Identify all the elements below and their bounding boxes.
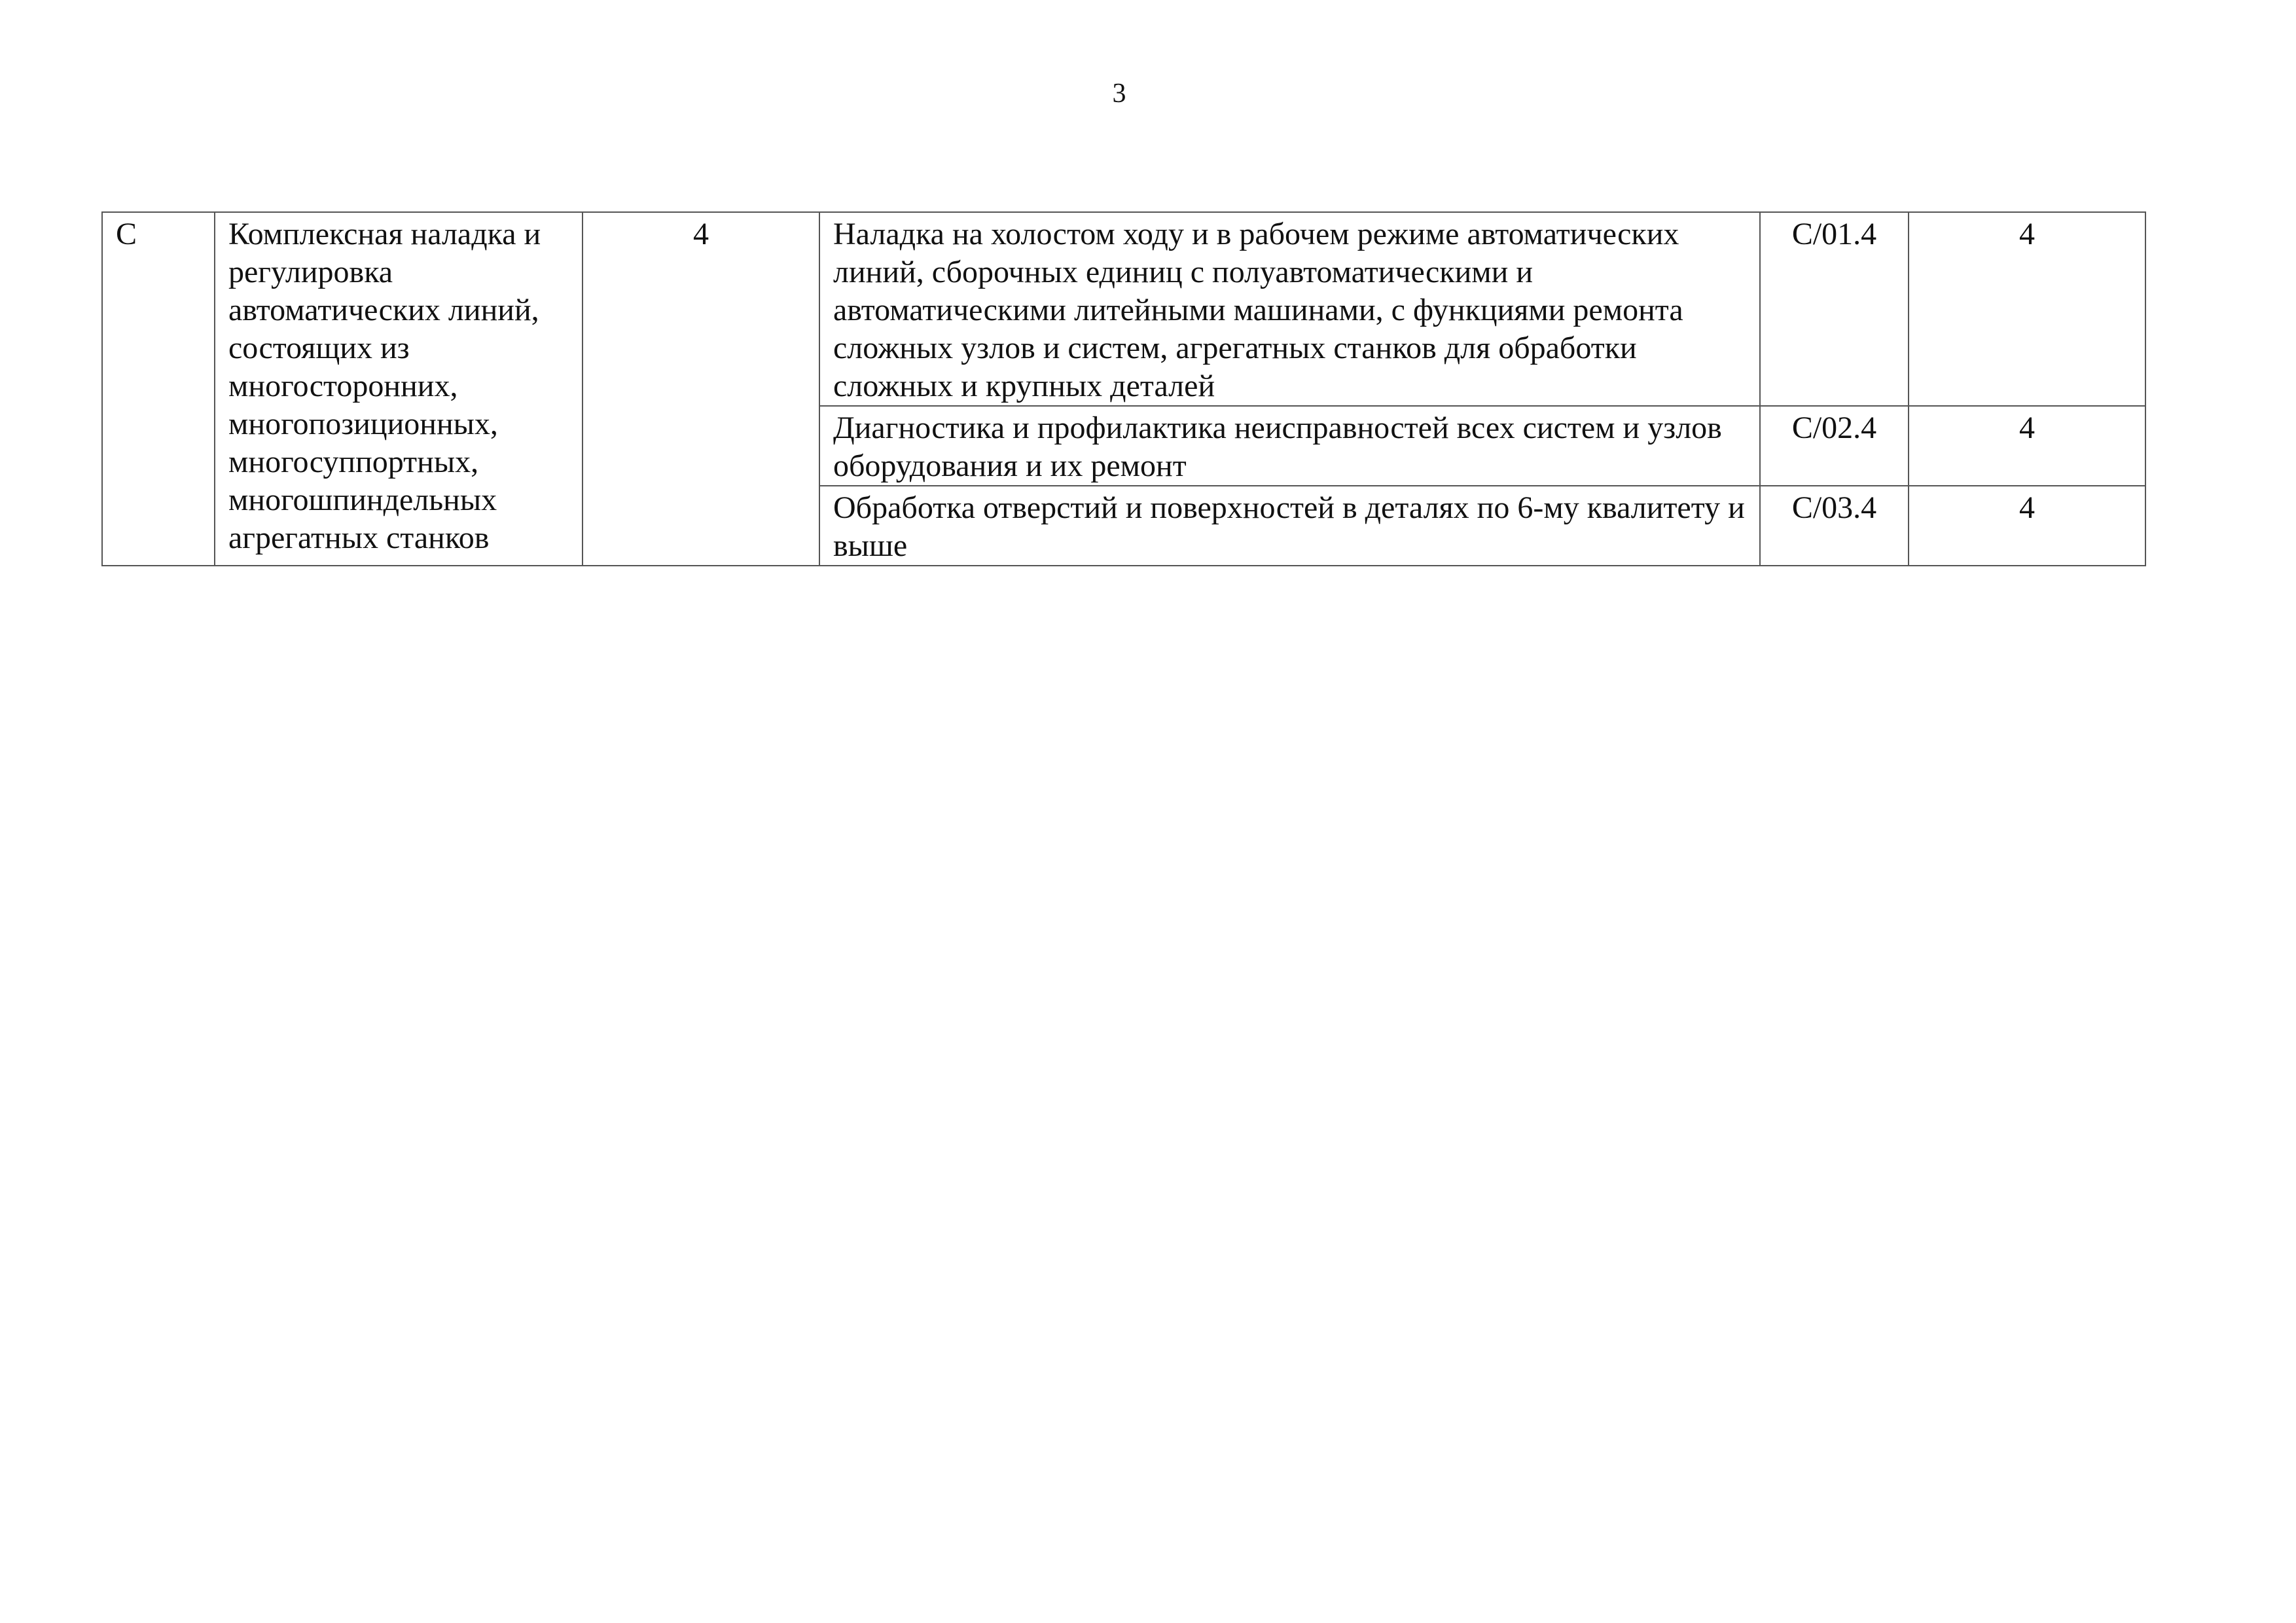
functions-table <box>101 211 2146 566</box>
labor-function-level: 4 <box>1909 406 2145 486</box>
labor-function-name: Наладка на холостом ходу и в рабочем режиме автоматических линий, сборочных единиц с полуавтоматическими и автоматическими литейными машинами, с функциями ремонта сложных узлов и систем, агрегатных станков для обработки сложных и крупных деталей <box>819 212 1760 406</box>
generalized-function-code: С <box>102 212 215 566</box>
labor-function-code: С/03.4 <box>1760 486 1909 566</box>
labor-function-name: Обработка отверстий и поверхностей в деталях по 6-му квалитету и выше <box>819 486 1760 566</box>
labor-function-name: Диагностика и профилактика неисправностей всех систем и узлов оборудования и их ремонт <box>819 406 1760 486</box>
table-row <box>102 212 2145 406</box>
generalized-function-name: Комплексная наладка и регулировка автоматических линий, состоящих из многосторонних, многопозиционных, многосуппортных, многошпиндельных агрегатных станков <box>215 212 583 566</box>
labor-function-code: С/02.4 <box>1760 406 1909 486</box>
labor-function-level: 4 <box>1909 486 2145 566</box>
labor-function-level: 4 <box>1909 212 2145 406</box>
generalized-function-level: 4 <box>583 212 819 566</box>
labor-function-code: С/01.4 <box>1760 212 1909 406</box>
page-number: 3 <box>1112 79 1126 109</box>
